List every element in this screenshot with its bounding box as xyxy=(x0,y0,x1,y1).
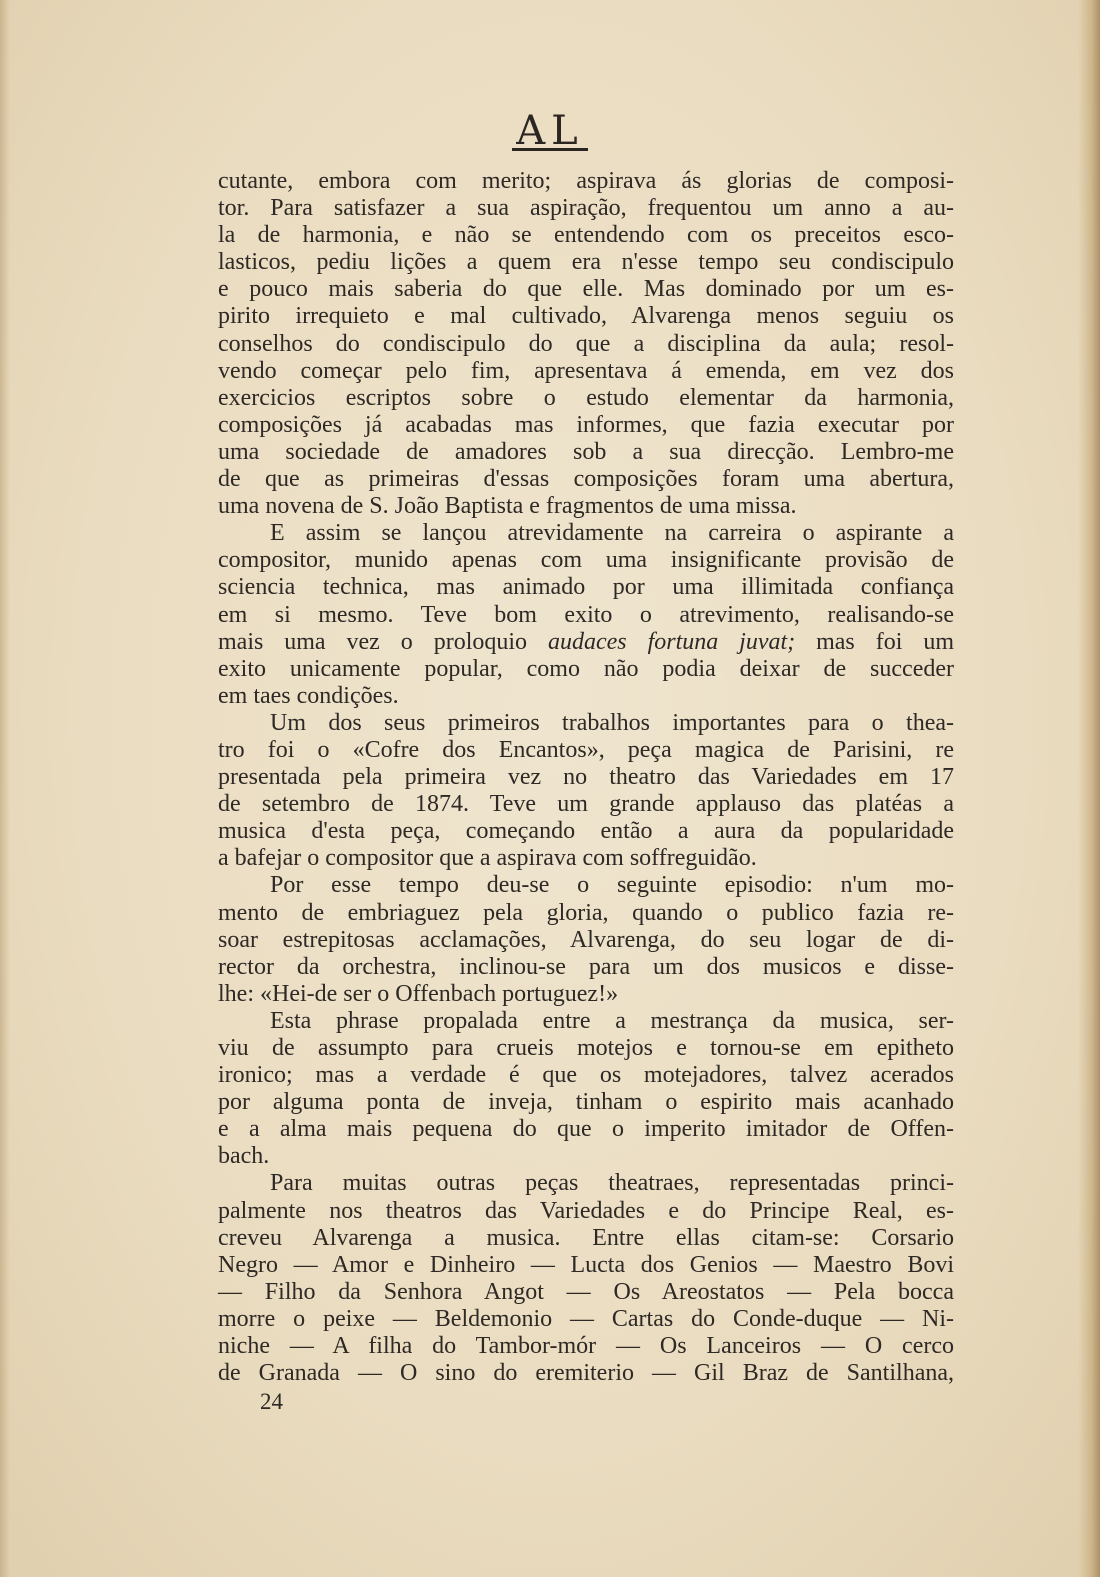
line-segment: rector da orchestra, inclinou-se para um dos musicos e disse- xyxy=(218,953,954,980)
line-segment: em si mesmo. Teve bom exito o atrevimento, realisando-se xyxy=(218,601,954,628)
text-line xyxy=(218,385,954,412)
line-segment: presentada pela primeira vez no theatro das Variedades em 17 xyxy=(218,764,954,791)
line-segment: soar estrepitosas acclamações, Alvarenga, do seu logar de di- xyxy=(218,926,954,953)
line-segment: niche — A filha do Tambor-mór — Os Lanceiros — O cerco xyxy=(218,1333,954,1360)
line-segment: tro foi o «Cofre dos Encantos», peça magica de Parisini, re xyxy=(218,736,954,763)
text-line xyxy=(218,981,954,1008)
line-segment: Esta phrase propalada entre a mestrança da musica, ser- xyxy=(270,1007,954,1034)
line-segment: Para muitas outras peças theatraes, representadas princi- xyxy=(270,1170,954,1197)
text-line xyxy=(218,1360,954,1387)
line-segment: mento de embriaguez pela gloria, quando o publico fazia re- xyxy=(218,899,954,926)
running-head xyxy=(0,108,1100,154)
line-segment: a bafejar o compositor que a aspirava com soffreguidão. xyxy=(218,845,757,872)
text-line xyxy=(218,249,954,276)
text-line xyxy=(218,1225,954,1252)
text-line xyxy=(218,1143,954,1170)
line-segment: musica d'esta peça, começando então a aura da popularidade xyxy=(218,818,954,845)
text-line xyxy=(218,1252,954,1279)
text-line xyxy=(218,331,954,358)
line-segment: sciencia technica, mas animado por uma illimitada confiança xyxy=(218,574,954,601)
text-line xyxy=(218,602,954,629)
line-segment: vendo começar pelo fim, apresentava á emenda, em vez dos xyxy=(218,357,954,384)
text-line xyxy=(218,1062,954,1089)
text-line xyxy=(218,791,954,818)
line-segment: e pouco mais saberia do que elle. Mas dominado por um es- xyxy=(218,276,954,303)
line-segment: uma novena de S. João Baptista e fragmentos de uma missa. xyxy=(218,493,797,520)
running-head-text: AL xyxy=(512,114,587,151)
text-line xyxy=(218,1008,954,1035)
line-segment: de que as primeiras d'essas composições foram uma abertura, xyxy=(218,466,954,493)
line-segment: ironico; mas a verdade é que os motejadores, talvez acerados xyxy=(218,1062,954,1089)
text-line xyxy=(218,1198,954,1225)
line-segment: de Granada — O sino do eremiterio — Gil Braz de Santilhana, xyxy=(218,1360,954,1387)
text-line xyxy=(218,629,954,656)
line-segment: exito unicamente popular, como não podia deixar de succeder xyxy=(218,655,954,682)
line-segment: em taes condições. xyxy=(218,682,399,709)
line-segment: lhe: «Hei-de ser o Offenbach portuguez!» xyxy=(218,980,619,1007)
line-segment: cutante, embora com merito; aspirava ás glorias de composi- xyxy=(218,168,954,194)
text-line xyxy=(218,276,954,303)
line-segment: por alguma ponta de inveja, tinham o espirito mais acanhado xyxy=(218,1089,954,1116)
line-segment: mais uma vez o proloquio xyxy=(218,628,548,655)
text-line xyxy=(218,764,954,791)
text-line xyxy=(218,900,954,927)
line-segment: pirito irrequieto e mal cultivado, Alvarenga menos seguiu os xyxy=(218,303,954,330)
italic-phrase: audaces fortuna juvat; xyxy=(547,628,796,655)
line-segment: Um dos seus primeiros trabalhos importantes para o thea- xyxy=(270,709,954,736)
text-line xyxy=(218,845,954,872)
text-line xyxy=(218,303,954,330)
line-segment: Negro — Amor e Dinheiro — Lucta dos Genios — Maestro Bovi xyxy=(218,1251,954,1278)
text-line xyxy=(218,1333,954,1360)
line-segment: morre o peixe — Beldemonio — Cartas do Conde-duque — Ni- xyxy=(218,1305,954,1332)
body-text xyxy=(218,168,954,1387)
line-segment: e a alma mais pequena do que o imperito imitador de Offen- xyxy=(218,1116,954,1143)
text-line xyxy=(218,520,954,547)
text-line xyxy=(218,547,954,574)
text-line xyxy=(218,954,954,981)
line-segment: creveu Alvarenga a musica. Entre ellas citam-se: Corsario xyxy=(218,1224,954,1251)
text-line xyxy=(218,466,954,493)
text-line xyxy=(218,1279,954,1306)
line-segment: lasticos, pediu lições a quem era n'esse tempo seu condiscipulo xyxy=(218,249,954,276)
text-line xyxy=(218,656,954,683)
text-line xyxy=(218,1170,954,1197)
line-segment: tor. Para satisfazer a sua aspiração, frequentou um anno a au- xyxy=(218,195,954,222)
line-segment: conselhos do condiscipulo do que a disciplina da aula; resol- xyxy=(218,330,954,357)
text-line xyxy=(218,927,954,954)
page-edge-shadow-left xyxy=(0,0,10,1577)
line-segment: la de harmonia, e não se entendendo com os preceitos esco- xyxy=(218,222,954,249)
line-segment: exercicios escriptos sobre o estudo elementar da harmonia, xyxy=(218,384,954,411)
text-line xyxy=(218,358,954,385)
line-segment: viu de assumpto para crueis motejos e tornou-se em epitheto xyxy=(218,1035,954,1061)
line-segment: mas foi um xyxy=(795,628,954,655)
text-line xyxy=(218,683,954,710)
text-line xyxy=(218,412,954,439)
line-segment: bach. xyxy=(218,1143,270,1170)
text-line xyxy=(218,818,954,845)
line-segment: palmente nos theatros das Variedades e do Principe Real, es- xyxy=(218,1197,954,1224)
text-line xyxy=(218,1306,954,1333)
line-segment: — Filho da Senhora Angot — Os Areostatos — Pela bocca xyxy=(218,1278,954,1305)
text-line xyxy=(218,439,954,466)
text-line xyxy=(218,1035,954,1062)
page-number: 24 xyxy=(260,1389,283,1414)
line-segment: composições já acabadas mas informes, que fazia executar por xyxy=(218,411,954,438)
text-line xyxy=(218,493,954,520)
text-line xyxy=(218,710,954,737)
text-line xyxy=(218,872,954,899)
line-segment: Por esse tempo deu-se o seguinte episodio: n'um mo- xyxy=(270,872,954,899)
text-line xyxy=(218,222,954,249)
text-line xyxy=(218,168,954,195)
line-segment: E assim se lançou atrevidamente na carreira o aspirante a xyxy=(270,520,954,547)
text-line xyxy=(218,1116,954,1143)
line-segment: uma sociedade de amadores sob a sua direcção. Lembro-me xyxy=(218,438,954,465)
page-edge-shadow-right xyxy=(1078,0,1100,1577)
text-line xyxy=(218,574,954,601)
line-segment: de setembro de 1874. Teve um grande applauso das platéas a xyxy=(218,791,954,818)
text-line xyxy=(218,737,954,764)
text-line xyxy=(218,1089,954,1116)
text-line xyxy=(218,195,954,222)
line-segment: compositor, munido apenas com uma insignificante provisão de xyxy=(218,547,954,574)
